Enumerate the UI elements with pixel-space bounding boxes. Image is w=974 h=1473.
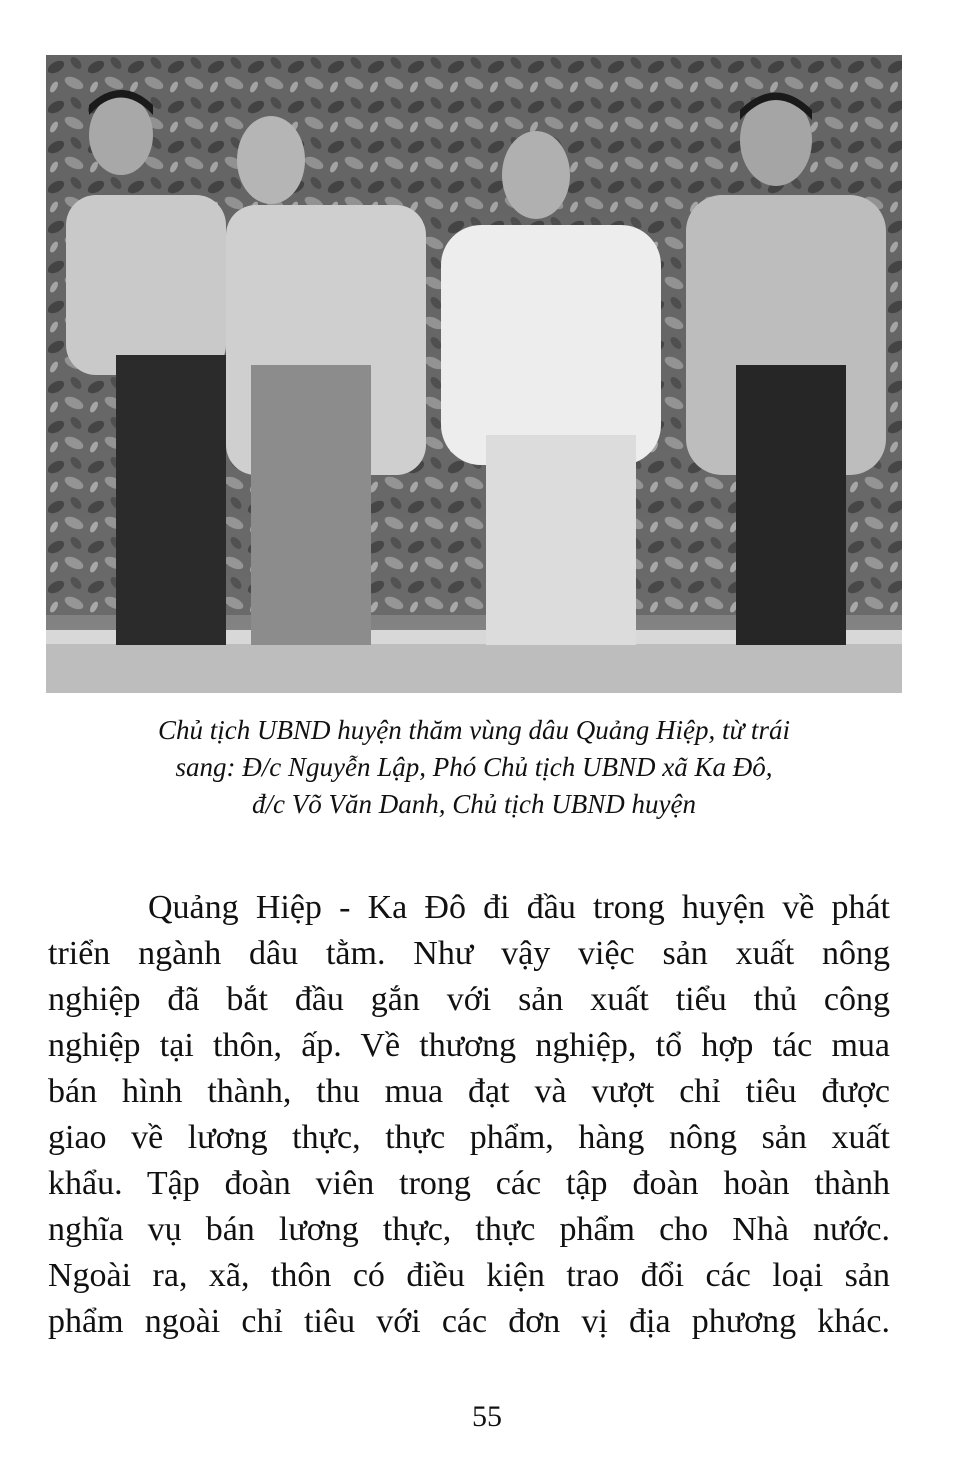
caption-line: Chủ tịch UBND huyện thăm vùng dâu Quảng Hiệp, từ trái	[158, 715, 790, 745]
body-line: Ngoài ra, xã, thôn có điều kiện trao đổi các loại sản	[48, 1257, 890, 1294]
body-line: phẩm ngoài chỉ tiêu với các đơn vị địa phương khác.	[48, 1303, 890, 1340]
body-line: nghĩa vụ bán lương thực, thực phẩm cho Nhà nước.	[48, 1211, 890, 1248]
body-line: triển ngành dâu tằm. Như vậy việc sản xuất nông	[48, 935, 890, 972]
body-line: bán hình thành, thu mua đạt và vượt chỉ tiêu được	[48, 1073, 890, 1110]
body-line: khẩu. Tập đoàn viên trong các tập đoàn hoàn thành	[48, 1165, 890, 1202]
body-paragraph	[48, 885, 890, 1345]
body-line: Quảng Hiệp - Ka Đô đi đầu trong huyện về phát	[148, 889, 890, 926]
photo-caption	[46, 712, 902, 823]
page-number: 55	[472, 1400, 502, 1433]
photograph-image	[46, 55, 902, 693]
body-line: nghiệp đã bắt đầu gắn với sản xuất tiểu thủ công	[48, 981, 890, 1018]
photograph	[46, 55, 902, 693]
caption-line: đ/c Võ Văn Danh, Chủ tịch UBND huyện	[252, 789, 696, 819]
body-line: nghiệp tại thôn, ấp. Về thương nghiệp, tổ hợp tác mua	[48, 1027, 890, 1064]
body-line: giao về lương thực, thực phẩm, hàng nông sản xuất	[48, 1119, 890, 1156]
caption-line: sang: Đ/c Nguyễn Lập, Phó Chủ tịch UBND xã Ka Đô,	[175, 752, 773, 782]
